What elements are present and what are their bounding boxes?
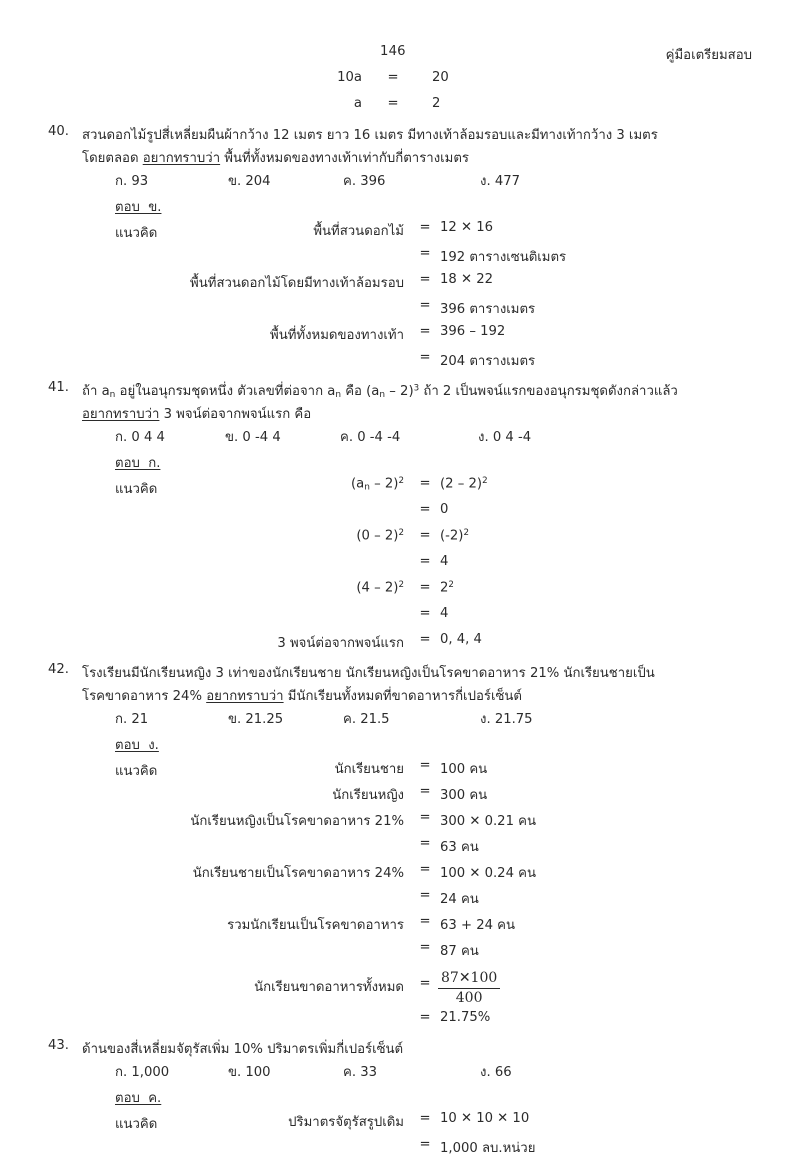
equation-row bbox=[0, 784, 800, 810]
equation-row bbox=[0, 350, 800, 376]
value-text: (2 – 2) bbox=[440, 476, 483, 492]
carryover-equations bbox=[0, 70, 800, 122]
value-text: 2 bbox=[440, 580, 449, 596]
equation-label: พื้นที่สวนดอกไม้ bbox=[313, 224, 404, 239]
solution-block bbox=[0, 220, 800, 376]
subscript-n: n bbox=[109, 389, 116, 400]
answer-label: ตอบ ก. bbox=[115, 456, 161, 471]
equation-value: 24 คน bbox=[440, 892, 479, 907]
statement-seg-5: ถ้า 2 เป็นพจน์แรกของอนุกรมชุดดังกล่าวแล้ว bbox=[419, 384, 678, 399]
equation-value: 100 คน bbox=[440, 762, 488, 777]
choice-option-b[interactable]: ข. 21.25 bbox=[228, 712, 284, 727]
answer-line bbox=[0, 196, 800, 220]
equals-sign: = bbox=[419, 1137, 431, 1152]
equation-row bbox=[0, 272, 800, 298]
choice-option-d[interactable]: ง. 477 bbox=[480, 174, 520, 189]
subscript-n: n bbox=[335, 389, 342, 400]
equals-sign: = bbox=[419, 246, 431, 261]
equals-sign: = bbox=[419, 810, 431, 825]
equation-row bbox=[0, 70, 800, 96]
choice-option-d[interactable]: ง. 21.75 bbox=[480, 712, 533, 727]
subscript-n: n bbox=[364, 482, 370, 493]
answer-line bbox=[0, 452, 800, 476]
equation-row bbox=[0, 1111, 800, 1137]
equals-sign: = bbox=[419, 220, 431, 235]
fraction-numerator: 87✕100 bbox=[438, 970, 500, 989]
question-number: 42. bbox=[48, 662, 69, 677]
equation-row bbox=[0, 502, 800, 528]
question-43 bbox=[0, 1038, 800, 1163]
equation-value: 204 ตารางเมตร bbox=[440, 354, 536, 369]
equation-row bbox=[0, 758, 800, 784]
equation-value: 100 ✕ 0.24 คน bbox=[440, 866, 536, 881]
equals-sign: = bbox=[419, 940, 431, 955]
choices-row bbox=[0, 708, 800, 734]
equation-label bbox=[0, 580, 404, 596]
equation-label: a bbox=[353, 96, 362, 111]
equation-row bbox=[0, 914, 800, 940]
superscript-2: 2 bbox=[398, 476, 404, 486]
equation-row bbox=[0, 606, 800, 632]
question-text-line bbox=[0, 124, 800, 147]
equation-label: 10a bbox=[337, 70, 362, 85]
choices-row bbox=[0, 426, 800, 452]
equation-label bbox=[0, 528, 404, 544]
answer-label: ตอบ ค. bbox=[115, 1091, 162, 1106]
statement-prefix: โดยตลอด bbox=[82, 151, 143, 166]
equation-value bbox=[440, 476, 488, 492]
superscript-2: 2 bbox=[398, 580, 404, 590]
equation-row bbox=[0, 888, 800, 914]
equation-row bbox=[0, 96, 800, 122]
superscript-2: 2 bbox=[398, 528, 404, 538]
equals-sign: = bbox=[419, 298, 431, 313]
equation-value: 12 ✕ 16 bbox=[440, 220, 493, 235]
expr-text: (4 – 2) bbox=[356, 580, 399, 596]
superscript-2: 2 bbox=[463, 528, 469, 538]
equation-row bbox=[0, 324, 800, 350]
choice-option-a[interactable]: ก. 21 bbox=[115, 712, 149, 727]
question-text-line bbox=[0, 1038, 800, 1061]
equation-value: 10 ✕ 10 ✕ 10 bbox=[440, 1111, 530, 1126]
statement-prefix: โรคขาดอาหาร 24% bbox=[82, 689, 207, 704]
equation-row bbox=[0, 246, 800, 272]
choice-option-d[interactable]: ง. 66 bbox=[480, 1065, 512, 1080]
question-number: 40. bbox=[48, 124, 69, 139]
statement-suffix: พื้นที่ทั้งหมดของทางเท้าเท่ากับกี่ตารางเมตร bbox=[220, 151, 469, 166]
choices-row bbox=[0, 1061, 800, 1087]
equation-label: 3 พจน์ต่อจากพจน์แรก bbox=[277, 636, 404, 651]
equation-value: 300 คน bbox=[440, 788, 488, 803]
equation-value: 2 bbox=[432, 96, 441, 111]
equation-value: 18 ✕ 22 bbox=[440, 272, 493, 287]
question-text-line bbox=[0, 662, 800, 685]
question-text-line bbox=[0, 685, 800, 708]
equation-value: 396 – 192 bbox=[440, 324, 506, 339]
equals-sign: = bbox=[419, 976, 431, 991]
statement-emphasis: อยากทราบว่า bbox=[206, 689, 284, 704]
equation-value: 87 คน bbox=[440, 944, 479, 959]
equation-value: 21.75% bbox=[440, 1010, 491, 1025]
equation-label: ปริมาตรจัตุรัสรูปเดิม bbox=[288, 1115, 404, 1130]
equals-sign: = bbox=[419, 476, 431, 491]
equals-sign: = bbox=[419, 606, 431, 621]
choice-option-c[interactable]: ค. 0 -4 -4 bbox=[340, 430, 401, 445]
equation-row bbox=[0, 1137, 800, 1163]
equals-sign: = bbox=[419, 528, 431, 543]
method-label: แนวคิด bbox=[115, 1117, 158, 1132]
superscript-2: 2 bbox=[448, 580, 454, 590]
equation-row bbox=[0, 836, 800, 862]
equation-row bbox=[0, 940, 800, 966]
choices-row bbox=[0, 170, 800, 196]
question-42 bbox=[0, 662, 800, 1036]
equals-sign: = bbox=[419, 836, 431, 851]
solution-block bbox=[0, 758, 800, 1036]
equation-row bbox=[0, 810, 800, 836]
choice-option-b[interactable]: ข. 204 bbox=[228, 174, 271, 189]
equals-sign: = bbox=[419, 350, 431, 365]
equation-value: 396 ตารางเมตร bbox=[440, 302, 536, 317]
statement-suffix: 3 พจน์ต่อจากพจน์แรก คือ bbox=[159, 407, 312, 422]
equation-label: นักเรียนชาย bbox=[334, 762, 404, 777]
equation-value: 63 คน bbox=[440, 840, 479, 855]
question-statement: สวนดอกไม้รูปสี่เหลี่ยมผืนผ้ากว้าง 12 เมตร ยาว 16 เมตร มีทางเท้าล้อมรอบและมีทางเท้ากว้าง 3 เมตร bbox=[82, 128, 658, 143]
equals-sign: = bbox=[387, 96, 399, 111]
statement-suffix: มีนักเรียนทั้งหมดที่ขาดอาหารกี่เปอร์เซ็นต์ bbox=[283, 689, 522, 704]
equation-row bbox=[0, 298, 800, 324]
equals-sign: = bbox=[419, 758, 431, 773]
equals-sign: = bbox=[419, 632, 431, 647]
equals-sign: = bbox=[419, 580, 431, 595]
statement-seg-2: อยู่ในอนุกรมชุดหนึ่ง ตัวเลขที่ต่อจาก a bbox=[115, 384, 336, 399]
equation-value: 4 bbox=[440, 606, 449, 621]
question-41 bbox=[0, 380, 800, 658]
book-title: คู่มือเตรียมสอบ bbox=[665, 48, 752, 63]
equation-value: 0 bbox=[440, 502, 449, 517]
fraction bbox=[438, 970, 500, 1006]
choice-option-a[interactable]: ก. 1,000 bbox=[115, 1065, 170, 1080]
equation-value bbox=[440, 528, 469, 544]
value-text: (-2) bbox=[440, 528, 464, 544]
statement-emphasis: อยากทราบว่า bbox=[82, 407, 160, 422]
question-text-line bbox=[0, 147, 800, 170]
choice-option-b[interactable]: ข. 0 -4 4 bbox=[225, 430, 281, 445]
equals-sign: = bbox=[419, 324, 431, 339]
fraction-denominator: 400 bbox=[455, 989, 483, 1006]
equation-label bbox=[0, 476, 404, 492]
answer-line bbox=[0, 734, 800, 758]
page-number: 146 bbox=[380, 44, 406, 59]
choice-option-a[interactable]: ก. 93 bbox=[115, 174, 149, 189]
choice-option-c[interactable]: ค. 33 bbox=[343, 1065, 377, 1080]
equation-value: 1,000 ลบ.หน่วย bbox=[440, 1141, 536, 1156]
expr-text: (0 – 2) bbox=[356, 528, 399, 544]
method-label: แนวคิด bbox=[115, 226, 158, 241]
equation-label: นักเรียนหญิง bbox=[332, 788, 404, 803]
equation-label: รวมนักเรียนเป็นโรคขาดอาหาร bbox=[227, 918, 404, 933]
equation-row bbox=[0, 476, 800, 502]
equation-label: นักเรียนขาดอาหารทั้งหมด bbox=[254, 980, 404, 995]
equation-value bbox=[438, 970, 500, 1010]
statement-seg-4: – 2) bbox=[385, 384, 414, 399]
superscript-2: 2 bbox=[482, 476, 488, 486]
equation-value: 20 bbox=[432, 70, 449, 85]
equals-sign: = bbox=[419, 554, 431, 569]
statement-seg-3: คือ (a bbox=[341, 384, 380, 399]
equals-sign: = bbox=[419, 914, 431, 929]
equation-row bbox=[0, 862, 800, 888]
equation-label: นักเรียนชายเป็นโรคขาดอาหาร 24% bbox=[192, 866, 404, 881]
method-label: แนวคิด bbox=[115, 764, 158, 779]
question-statement: โรงเรียนมีนักเรียนหญิง 3 เท่าของนักเรียนชาย นักเรียนหญิงเป็นโรคขาดอาหาร 21% นักเรียนชายเป็น bbox=[82, 666, 655, 681]
equals-sign: = bbox=[419, 1010, 431, 1025]
equals-sign: = bbox=[419, 272, 431, 287]
page-header bbox=[0, 44, 800, 70]
equals-sign: = bbox=[419, 502, 431, 517]
equals-sign: = bbox=[419, 784, 431, 799]
question-text-line bbox=[0, 403, 800, 426]
equation-value: 0, 4, 4 bbox=[440, 632, 482, 647]
equation-value bbox=[440, 580, 454, 596]
equals-sign: = bbox=[419, 862, 431, 877]
statement-emphasis: อยากทราบว่า bbox=[142, 151, 221, 166]
question-number: 41. bbox=[48, 380, 69, 395]
question-number: 43. bbox=[48, 1038, 69, 1053]
solution-block bbox=[0, 476, 800, 658]
equals-sign: = bbox=[419, 1111, 431, 1126]
equals-sign: = bbox=[419, 888, 431, 903]
equation-label: พื้นที่ทั้งหมดของทางเท้า bbox=[270, 328, 404, 343]
equals-sign: = bbox=[387, 70, 399, 85]
equation-value: 192 ตารางเซนติเมตร bbox=[440, 250, 567, 265]
method-label: แนวคิด bbox=[115, 482, 158, 497]
choice-option-a[interactable]: ก. 0 4 4 bbox=[115, 430, 165, 445]
expr-open: (a bbox=[351, 476, 365, 492]
equation-label: นักเรียนหญิงเป็นโรคขาดอาหาร 21% bbox=[190, 814, 404, 829]
equation-row bbox=[0, 528, 800, 554]
equation-row bbox=[0, 1010, 800, 1036]
equation-row bbox=[0, 554, 800, 580]
equation-label: พื้นที่สวนดอกไม้โดยมีทางเท้าล้อมรอบ bbox=[190, 276, 404, 291]
equation-value: 63 + 24 คน bbox=[440, 918, 516, 933]
answer-line bbox=[0, 1087, 800, 1111]
answer-label: ตอบ ข. bbox=[115, 200, 162, 215]
equation-row-fraction bbox=[0, 966, 800, 1010]
equation-value: 300 ✕ 0.21 คน bbox=[440, 814, 536, 829]
question-statement: ด้านของสี่เหลี่ยมจัตุรัสเพิ่ม 10% ปริมาตรเพิ่มกี่เปอร์เซ็นต์ bbox=[82, 1042, 404, 1057]
answer-label: ตอบ ง. bbox=[115, 738, 159, 753]
equation-row bbox=[0, 632, 800, 658]
question-40 bbox=[0, 124, 800, 376]
choice-option-d[interactable]: ง. 0 4 -4 bbox=[478, 430, 532, 445]
equation-row bbox=[0, 220, 800, 246]
subscript-n: n bbox=[379, 389, 386, 400]
superscript-3: 3 bbox=[413, 383, 420, 394]
statement-seg-1: ถ้า a bbox=[82, 384, 110, 399]
choice-option-b[interactable]: ข. 100 bbox=[228, 1065, 271, 1080]
equation-row bbox=[0, 580, 800, 606]
equation-value: 4 bbox=[440, 554, 449, 569]
choice-option-c[interactable]: ค. 396 bbox=[343, 174, 386, 189]
choice-option-c[interactable]: ค. 21.5 bbox=[343, 712, 390, 727]
solution-block bbox=[0, 1111, 800, 1163]
expr-close: – 2) bbox=[369, 476, 399, 492]
question-text-line bbox=[0, 380, 800, 403]
